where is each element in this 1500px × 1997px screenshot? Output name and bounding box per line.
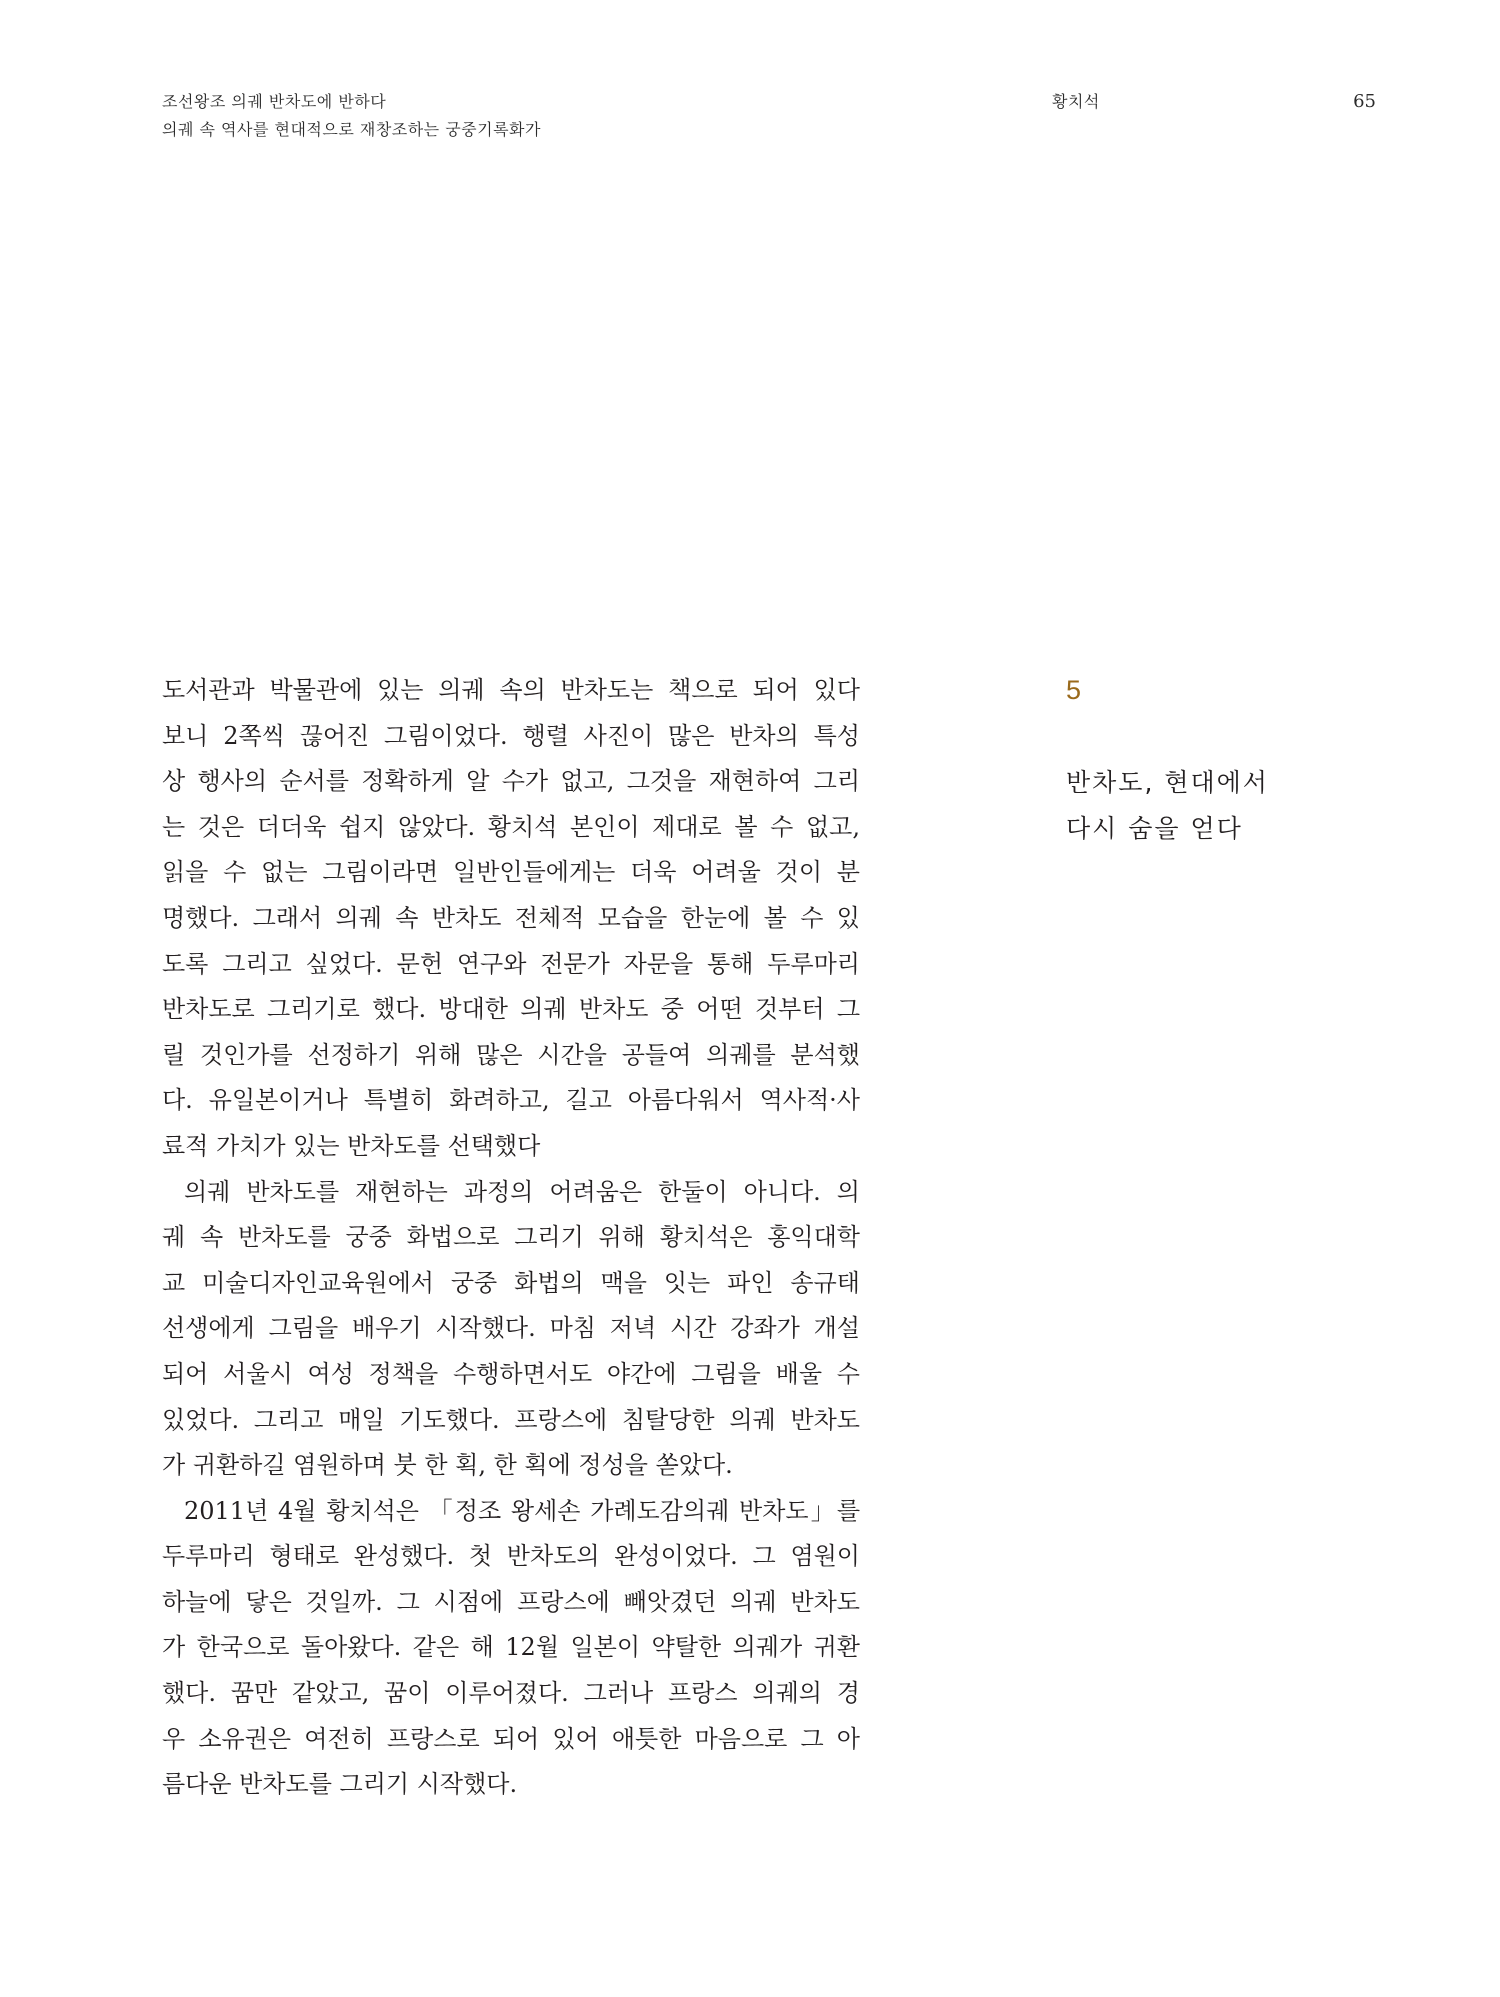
body-line: 도서관과 박물관에 있는 의궤 속의 반차도는 책으로 되어 있다 [162, 676, 860, 704]
body-line: 반차도로 그리기로 했다. 방대한 의궤 반차도 중 어떤 것부터 그 [162, 995, 860, 1024]
body-line: 름다운 반차도를 그리기 시작했다. [162, 1770, 518, 1799]
body-line: 우 소유권은 여전히 프랑스로 되어 있어 애틋한 마음으로 그 아 [162, 1724, 860, 1753]
body-text [162, 668, 860, 1808]
body-line: 하늘에 닿은 것일까. 그 시점에 프랑스에 빼앗겼던 의궤 반차도 [162, 1587, 860, 1616]
body-line: 궤 속 반차도를 궁중 화법으로 그리기 위해 황치석은 홍익대학 [162, 1223, 860, 1252]
section-title-line: 반차도, 현대에서 [1066, 768, 1269, 797]
body-line: 읽을 수 없는 그림이라면 일반인들에게는 더욱 어려울 것이 분 [162, 858, 860, 887]
body-line: 보니 2쪽씩 끊어진 그림이었다. 행렬 사진이 많은 반차의 특성 [162, 721, 860, 750]
body-line: 명했다. 그래서 의궤 속 반차도 전체적 모습을 한눈에 볼 수 있 [162, 903, 860, 932]
body-line: 했다. 꿈만 같았고, 꿈이 이루어졌다. 그러나 프랑스 의궤의 경 [162, 1679, 860, 1708]
body-line: 가 귀환하길 염원하며 붓 한 획, 한 획에 정성을 쏟았다. [162, 1451, 733, 1480]
body-line: 가 한국으로 돌아왔다. 같은 해 12월 일본이 약탈한 의궤가 귀환 [162, 1633, 860, 1662]
body-line: 료적 가치가 있는 반차도를 선택했다 [162, 1131, 541, 1160]
body-line: 두루마리 형태로 완성했다. 첫 반차도의 완성이었다. 그 염원이 [162, 1542, 860, 1571]
section-title [1066, 760, 1269, 852]
paragraph-start-line: 2011년 4월 황치석은 「정조 왕세손 가례도감의궤 반차도」를 [184, 1496, 860, 1525]
body-line: 상 행사의 순서를 정확하게 알 수가 없고, 그것을 재현하여 그리 [162, 767, 860, 796]
body-line: 다. 유일본이거나 특별히 화려하고, 길고 아름다워서 역사적·사 [162, 1086, 860, 1115]
body-line: 릴 것인가를 선정하기 위해 많은 시간을 공들여 의궤를 분석했 [162, 1040, 860, 1069]
book-subtitle: 의궤 속 역사를 현대적으로 재창조하는 궁중기록화가 [162, 120, 541, 139]
section-number: 5 [1066, 675, 1082, 705]
body-line: 는 것은 더더욱 쉽지 않았다. 황치석 본인이 제대로 볼 수 없고, [162, 812, 860, 841]
body-line: 교 미술디자인교육원에서 궁중 화법의 맥을 잇는 파인 송규태 [162, 1268, 860, 1297]
running-header [162, 88, 541, 144]
body-line: 도록 그리고 싶었다. 문헌 연구와 전문가 자문을 통해 두루마리 [162, 949, 860, 978]
book-title: 조선왕조 의궤 반차도에 반하다 [162, 92, 387, 111]
paragraph-start-line: 의궤 반차도를 재현하는 과정의 어려움은 한둘이 아니다. 의 [184, 1177, 860, 1206]
body-line: 있었다. 그리고 매일 기도했다. 프랑스에 침탈당한 의궤 반차도 [162, 1405, 860, 1434]
section-title-line: 다시 숨을 얻다 [1066, 814, 1243, 843]
body-line: 되어 서울시 여성 정책을 수행하면서도 야간에 그림을 배울 수 [162, 1359, 860, 1388]
page-number: 65 [1353, 91, 1376, 112]
author-name: 황치석 [1052, 92, 1100, 111]
body-line: 선생에게 그림을 배우기 시작했다. 마침 저녁 시간 강좌가 개설 [162, 1314, 860, 1343]
